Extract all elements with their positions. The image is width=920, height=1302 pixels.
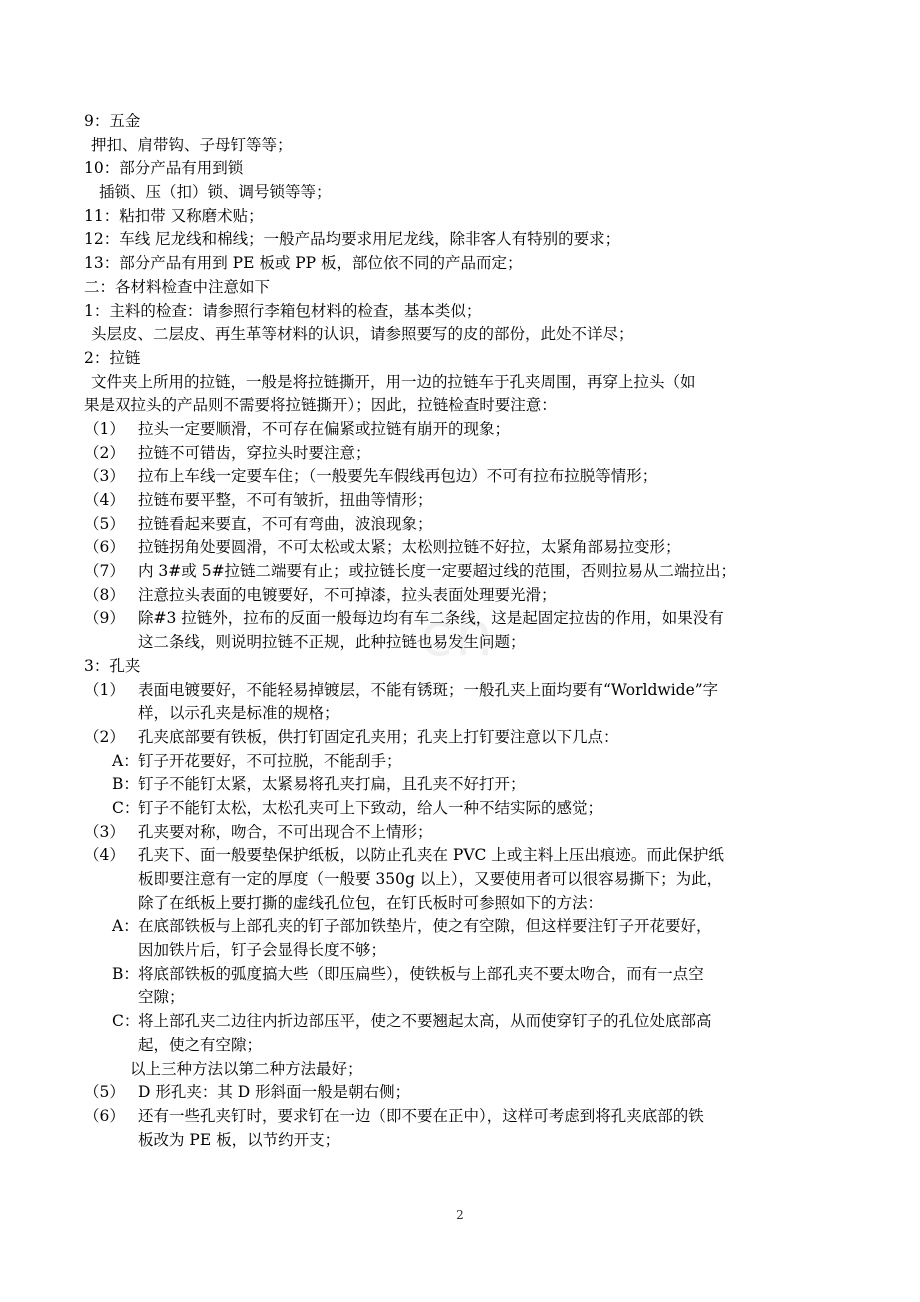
text-line: 头层皮、二层皮、再生革等材料的认识，请参照要写的皮的部份，此处不详尽； (91, 325, 634, 344)
list-number: （2） (84, 727, 125, 746)
list-number: （5） (84, 514, 125, 533)
list-number: （4） (84, 491, 125, 509)
section-title-2: 二：各材料检查中注意如下 (84, 277, 271, 296)
list-number: （1） (84, 419, 125, 438)
list-item (84, 1105, 844, 1129)
sub-item-letter: A： (112, 751, 139, 770)
sub-item (84, 797, 844, 821)
list-item (84, 726, 844, 750)
summary-text: 以上三种方法以第二种方法最好； (130, 1059, 363, 1078)
list-text: 板即要注意有一定的厚度（一般要 350g 以上），又要使用者可以很容易撕下；为此， (138, 870, 723, 888)
text-line: 插锁、压（扣）锁、调号锁等等； (99, 183, 332, 202)
sub-item-text: 在底部铁板与上部孔夹的钉子部加铁垫片，使之有空隙，但这样要注钉子开花要好， (138, 917, 712, 936)
list-item (84, 821, 844, 845)
watermark: cn (420, 600, 496, 670)
document-page (84, 110, 844, 1152)
list-item-continuation (84, 892, 844, 916)
list-number: （6） (84, 1106, 125, 1125)
list-item (84, 584, 844, 608)
list-text: 拉链布要平整，不可有皱折，扭曲等情形； (138, 491, 433, 509)
sub-item-text: 将上部孔夹二边往内折边部压平，使之不要翘起太高，从而使穿钉子的孔位处底部高 (138, 1012, 712, 1031)
heading-13: 13：部分产品有用到 PE 板或 PP 板，部位依不同的产品而定； (84, 254, 523, 273)
list-item (84, 536, 844, 560)
list-number: （6） (84, 538, 125, 557)
text-line: 果是双拉头的产品则不需要将拉链撕开）；因此，拉链检查时要注意： (84, 396, 557, 415)
list-number: （7） (84, 562, 125, 581)
sub-item-continuation (84, 939, 844, 963)
list-item-continuation (84, 631, 844, 655)
text-line: 文件夹上所用的拉链，一般是将拉链撕开，用一边的拉链车于孔夹周围，再穿上拉头（如 (91, 372, 696, 391)
list-text: 孔夹底部要有铁板，供打钉固定孔夹用；孔夹上打钉要注意以下几点： (138, 727, 619, 746)
list-number: （9） (84, 609, 125, 628)
list-number: （3） (84, 467, 125, 486)
list-number: （1） (84, 680, 125, 699)
list-text: 拉头一定要顺滑，不可存在偏紧或拉链有崩开的现象； (138, 419, 511, 438)
list-item (84, 442, 844, 466)
heading-11: 11：粘扣带 又称磨术贴； (84, 206, 264, 225)
list-text: 孔夹要对称，吻合，不可出现合不上情形； (138, 822, 433, 841)
list-item (84, 844, 844, 868)
list-text: 拉链看起来要直，不可有弯曲，波浪现象； (138, 514, 433, 533)
list-number: （5） (84, 1083, 125, 1102)
list-item (84, 513, 844, 537)
sub-item-letter: B： (112, 775, 139, 794)
sub-item-letter: A： (112, 917, 139, 936)
sub-item (84, 915, 844, 939)
list-number: （8） (84, 585, 125, 604)
list-item (84, 679, 844, 703)
sub-item-text: 钉子开花要好，不可拉脱，不能刮手； (138, 751, 402, 770)
sub-item-text: 钉子不能钉太松，太松孔夹可上下致动，给人一种不结实际的感觉； (138, 798, 604, 817)
list-text: 样，以示孔夹是标准的规格； (138, 704, 340, 723)
heading-10: 10：部分产品有用到锁 (84, 159, 244, 178)
sub-item-continuation (84, 986, 844, 1010)
list-item (84, 1081, 844, 1105)
list-item-continuation (84, 868, 844, 892)
list-text: 表面电镀要好，不能轻易掉镀层，不能有锈斑；一般孔夹上面均要有“Worldwide”字 (138, 680, 719, 699)
list-text: 拉链不可错齿，穿拉头时要注意； (138, 443, 371, 462)
text-line: 押扣、肩带钩、子母钉等等； (91, 135, 293, 154)
sub-item-text: 将底部铁板的弧度搞大些（即压扁些），使铁板与上部孔夹不要太吻合，而有一点空 (138, 964, 704, 983)
sub-item (84, 750, 844, 774)
heading-1: 1：主料的检查：请参照行李箱包材料的检查，基本类似； (84, 301, 482, 320)
list-text: 拉布上车线一定要车住；（一般要先车假线再包边）不可有拉布拉脱等情形； (138, 467, 658, 486)
list-item-continuation (84, 1129, 844, 1153)
sub-item-letter: B： (112, 964, 139, 983)
list-item (84, 489, 844, 513)
list-text: 注意拉头表面的电镀要好，不可掉漆，拉头表面处理要光滑； (138, 585, 557, 604)
sub-item (84, 773, 844, 797)
list-text: 拉链拐角处要圆滑，不可太松或太紧；太松则拉链不好拉，太紧角部易拉变形； (138, 538, 681, 557)
list-item (84, 607, 844, 631)
sub-item-letter: C： (112, 798, 140, 817)
list-item (84, 465, 844, 489)
list-text: 内 3#或 5#拉链二端要有止；或拉链长度一定要超过线的范围，否则拉易从二端拉出； (138, 562, 737, 581)
sub-item-continuation (84, 1034, 844, 1058)
list-text: 这二条线，则说明拉链不正规，此种拉链也易发生问题； (138, 633, 526, 652)
list-item (84, 560, 844, 584)
list-text: D 形孔夹：其 D 形斜面一般是朝右侧； (138, 1083, 411, 1102)
sub-item-text: 因加铁片后，钉子会显得长度不够； (138, 941, 387, 960)
summary-line (84, 1058, 844, 1082)
sub-item (84, 963, 844, 987)
heading-2: 2：拉链 (84, 348, 141, 367)
list-item (84, 418, 844, 442)
page-number: 2 (456, 1208, 464, 1222)
list-text: 孔夹下、面一般要垫保护纸板，以防止孔夹在 PVC 上或主料上压出痕迹。而此保护纸 (138, 846, 724, 865)
sub-item-letter: C： (112, 1012, 140, 1031)
heading-12: 12：车线 尼龙线和棉线；一般产品均要求用尼龙线，除非客人有特别的要求； (84, 230, 621, 249)
heading-3: 3：孔夹 (84, 656, 141, 675)
sub-item-text: 空隙； (138, 988, 185, 1007)
sub-item (84, 1010, 844, 1034)
sub-item-text: 钉子不能钉太紧，太紧易将孔夹打扁，且孔夹不好打开； (138, 775, 526, 794)
list-number: （3） (84, 822, 125, 841)
list-number: （4） (84, 846, 125, 865)
list-number: （2） (84, 443, 125, 462)
list-text: 除了在纸板上要打撕的虚线孔位包，在钉氏板时可参照如下的方法： (138, 893, 604, 912)
list-text: 还有一些孔夹钉时，要求钉在一边（即不要在正中），这样可考虑到将孔夹底部的铁 (138, 1106, 704, 1125)
sub-item-text: 起，使之有空隙； (138, 1035, 263, 1054)
list-text: 除#3 拉链外，拉布的反面一般每边均有车二条线，这是起固定拉齿的作用，如果没有 (138, 609, 724, 628)
list-text: 板改为 PE 板，以节约开支； (138, 1130, 341, 1149)
heading-9: 9：五金 (84, 112, 141, 130)
list-item-continuation (84, 702, 844, 726)
